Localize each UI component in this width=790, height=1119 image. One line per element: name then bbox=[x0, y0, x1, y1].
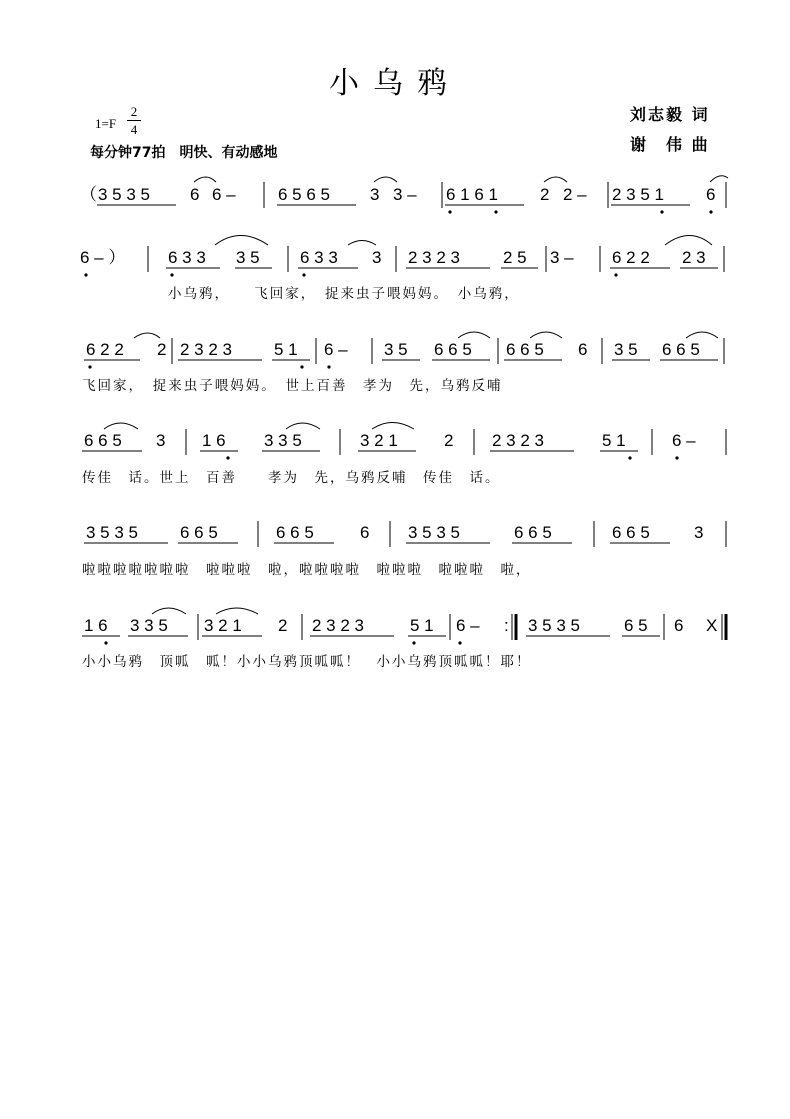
svg-text:2 3 2 3: 2 3 2 3 bbox=[312, 616, 364, 635]
svg-text:2 3 2 3: 2 3 2 3 bbox=[492, 431, 544, 450]
svg-text:6 3 3: 6 3 3 bbox=[300, 248, 338, 267]
song-title: 小乌鸦 bbox=[329, 66, 461, 101]
svg-text:3 2 1: 3 2 1 bbox=[204, 616, 242, 635]
svg-text:6 1 6 1: 6 1 6 1 bbox=[446, 185, 498, 204]
svg-text:2 3 2 3: 2 3 2 3 bbox=[180, 340, 232, 359]
time-signature-top: 2 bbox=[130, 104, 138, 119]
svg-text:5 1: 5 1 bbox=[410, 616, 434, 635]
svg-text:6 6 5: 6 6 5 bbox=[506, 340, 544, 359]
key-signature: 1=F bbox=[95, 116, 117, 131]
svg-text:2: 2 bbox=[278, 616, 288, 635]
time-signature-bottom: 4 bbox=[130, 122, 138, 137]
svg-text:5 1: 5 1 bbox=[274, 340, 298, 359]
svg-text:6 3 3: 6 3 3 bbox=[168, 248, 206, 267]
lyrics-line-6: 小小乌鸦 顶呱 呱！小小乌鸦顶呱呱！ 小小乌鸦顶呱呱！耶！ bbox=[82, 654, 532, 670]
svg-text:6 6 5: 6 6 5 bbox=[84, 431, 122, 450]
svg-text:6 2 2: 6 2 2 bbox=[612, 248, 650, 267]
system-4 bbox=[82, 423, 726, 460]
svg-text:6: 6 bbox=[706, 185, 716, 204]
svg-text:2: 2 bbox=[157, 340, 167, 359]
svg-text:6 6 5: 6 6 5 bbox=[434, 340, 472, 359]
svg-text:6 6 5: 6 6 5 bbox=[180, 523, 218, 542]
svg-text:2 5: 2 5 bbox=[503, 248, 527, 267]
svg-text:2 –: 2 – bbox=[563, 185, 587, 204]
system-3 bbox=[84, 332, 724, 369]
svg-text:6 5: 6 5 bbox=[624, 616, 648, 635]
svg-text:1 6: 1 6 bbox=[84, 616, 108, 635]
svg-text:6 –: 6 – bbox=[456, 616, 480, 635]
svg-text:3: 3 bbox=[370, 185, 380, 204]
svg-text::: : bbox=[504, 616, 509, 635]
svg-text:2: 2 bbox=[540, 185, 550, 204]
svg-text:6 6 5: 6 6 5 bbox=[612, 523, 650, 542]
lyrics-line-2: 小乌鸦， 飞回家， 捉来虫子喂妈妈。 小乌鸦， bbox=[168, 286, 520, 302]
svg-text:6 –: 6 – bbox=[672, 431, 696, 450]
svg-text:6 5 6 5: 6 5 6 5 bbox=[278, 185, 330, 204]
svg-text:6 6 5: 6 6 5 bbox=[514, 523, 552, 542]
lyrics-line-3: 飞回家， 捉来虫子喂妈妈。 世上百善 孝为 先，乌鸦反哺 bbox=[82, 378, 503, 394]
svg-text:6 –: 6 – bbox=[212, 185, 236, 204]
system-6 bbox=[82, 608, 726, 645]
system-2 bbox=[80, 236, 724, 277]
svg-text:6: 6 bbox=[360, 523, 370, 542]
svg-text:6 – ）: 6 – ） bbox=[80, 248, 126, 267]
svg-text:2 3: 2 3 bbox=[682, 248, 706, 267]
svg-text:3: 3 bbox=[694, 523, 704, 542]
lyrics-line-5: 啦啦啦啦啦啦啦 啦啦啦 啦，啦啦啦啦 啦啦啦 啦啦啦 啦， bbox=[82, 562, 532, 578]
svg-text:2 3 5 1: 2 3 5 1 bbox=[612, 185, 664, 204]
svg-text:3 5 3 5: 3 5 3 5 bbox=[86, 523, 138, 542]
svg-text:2 3 2 3: 2 3 2 3 bbox=[408, 248, 460, 267]
lyrics-line-4: 传佳 话。世上 百善 孝为 先，乌鸦反哺 传佳 话。 bbox=[82, 470, 501, 486]
note-group: 3 5 3 5 bbox=[98, 185, 150, 204]
svg-text:6: 6 bbox=[674, 616, 684, 635]
note-group: （ bbox=[80, 185, 97, 204]
svg-text:3 3 5: 3 3 5 bbox=[130, 616, 168, 635]
system-1 bbox=[80, 176, 728, 214]
svg-text:2: 2 bbox=[444, 431, 454, 450]
svg-text:3 –: 3 – bbox=[550, 248, 574, 267]
composer-credit: 谢 伟 曲 bbox=[630, 135, 710, 154]
svg-text:3 3 5: 3 3 5 bbox=[264, 431, 302, 450]
svg-text:6 6 5: 6 6 5 bbox=[662, 340, 700, 359]
svg-text:6 6 5: 6 6 5 bbox=[276, 523, 314, 542]
svg-text:6 2 2: 6 2 2 bbox=[86, 340, 124, 359]
svg-text:3: 3 bbox=[372, 248, 382, 267]
svg-text:3 5: 3 5 bbox=[236, 248, 260, 267]
svg-text:3 –: 3 – bbox=[393, 185, 417, 204]
svg-text:5 1: 5 1 bbox=[602, 431, 626, 450]
svg-text:6: 6 bbox=[190, 185, 200, 204]
tempo-marking: 每分钟77拍 明快、有动感地 bbox=[90, 145, 278, 161]
svg-text:3 5 3 5: 3 5 3 5 bbox=[408, 523, 460, 542]
svg-text:1 6: 1 6 bbox=[202, 431, 226, 450]
svg-text:3 5: 3 5 bbox=[614, 340, 638, 359]
lyricist-credit: 刘志毅 词 bbox=[630, 105, 710, 124]
svg-text:3 2 1: 3 2 1 bbox=[360, 431, 398, 450]
svg-text:3 5 3 5: 3 5 3 5 bbox=[528, 616, 580, 635]
svg-text:3 5: 3 5 bbox=[384, 340, 408, 359]
svg-text:X: X bbox=[706, 616, 718, 635]
svg-text:3: 3 bbox=[156, 431, 166, 450]
svg-text:6 –: 6 – bbox=[324, 340, 348, 359]
svg-text:6: 6 bbox=[578, 340, 588, 359]
system-5 bbox=[84, 521, 726, 547]
